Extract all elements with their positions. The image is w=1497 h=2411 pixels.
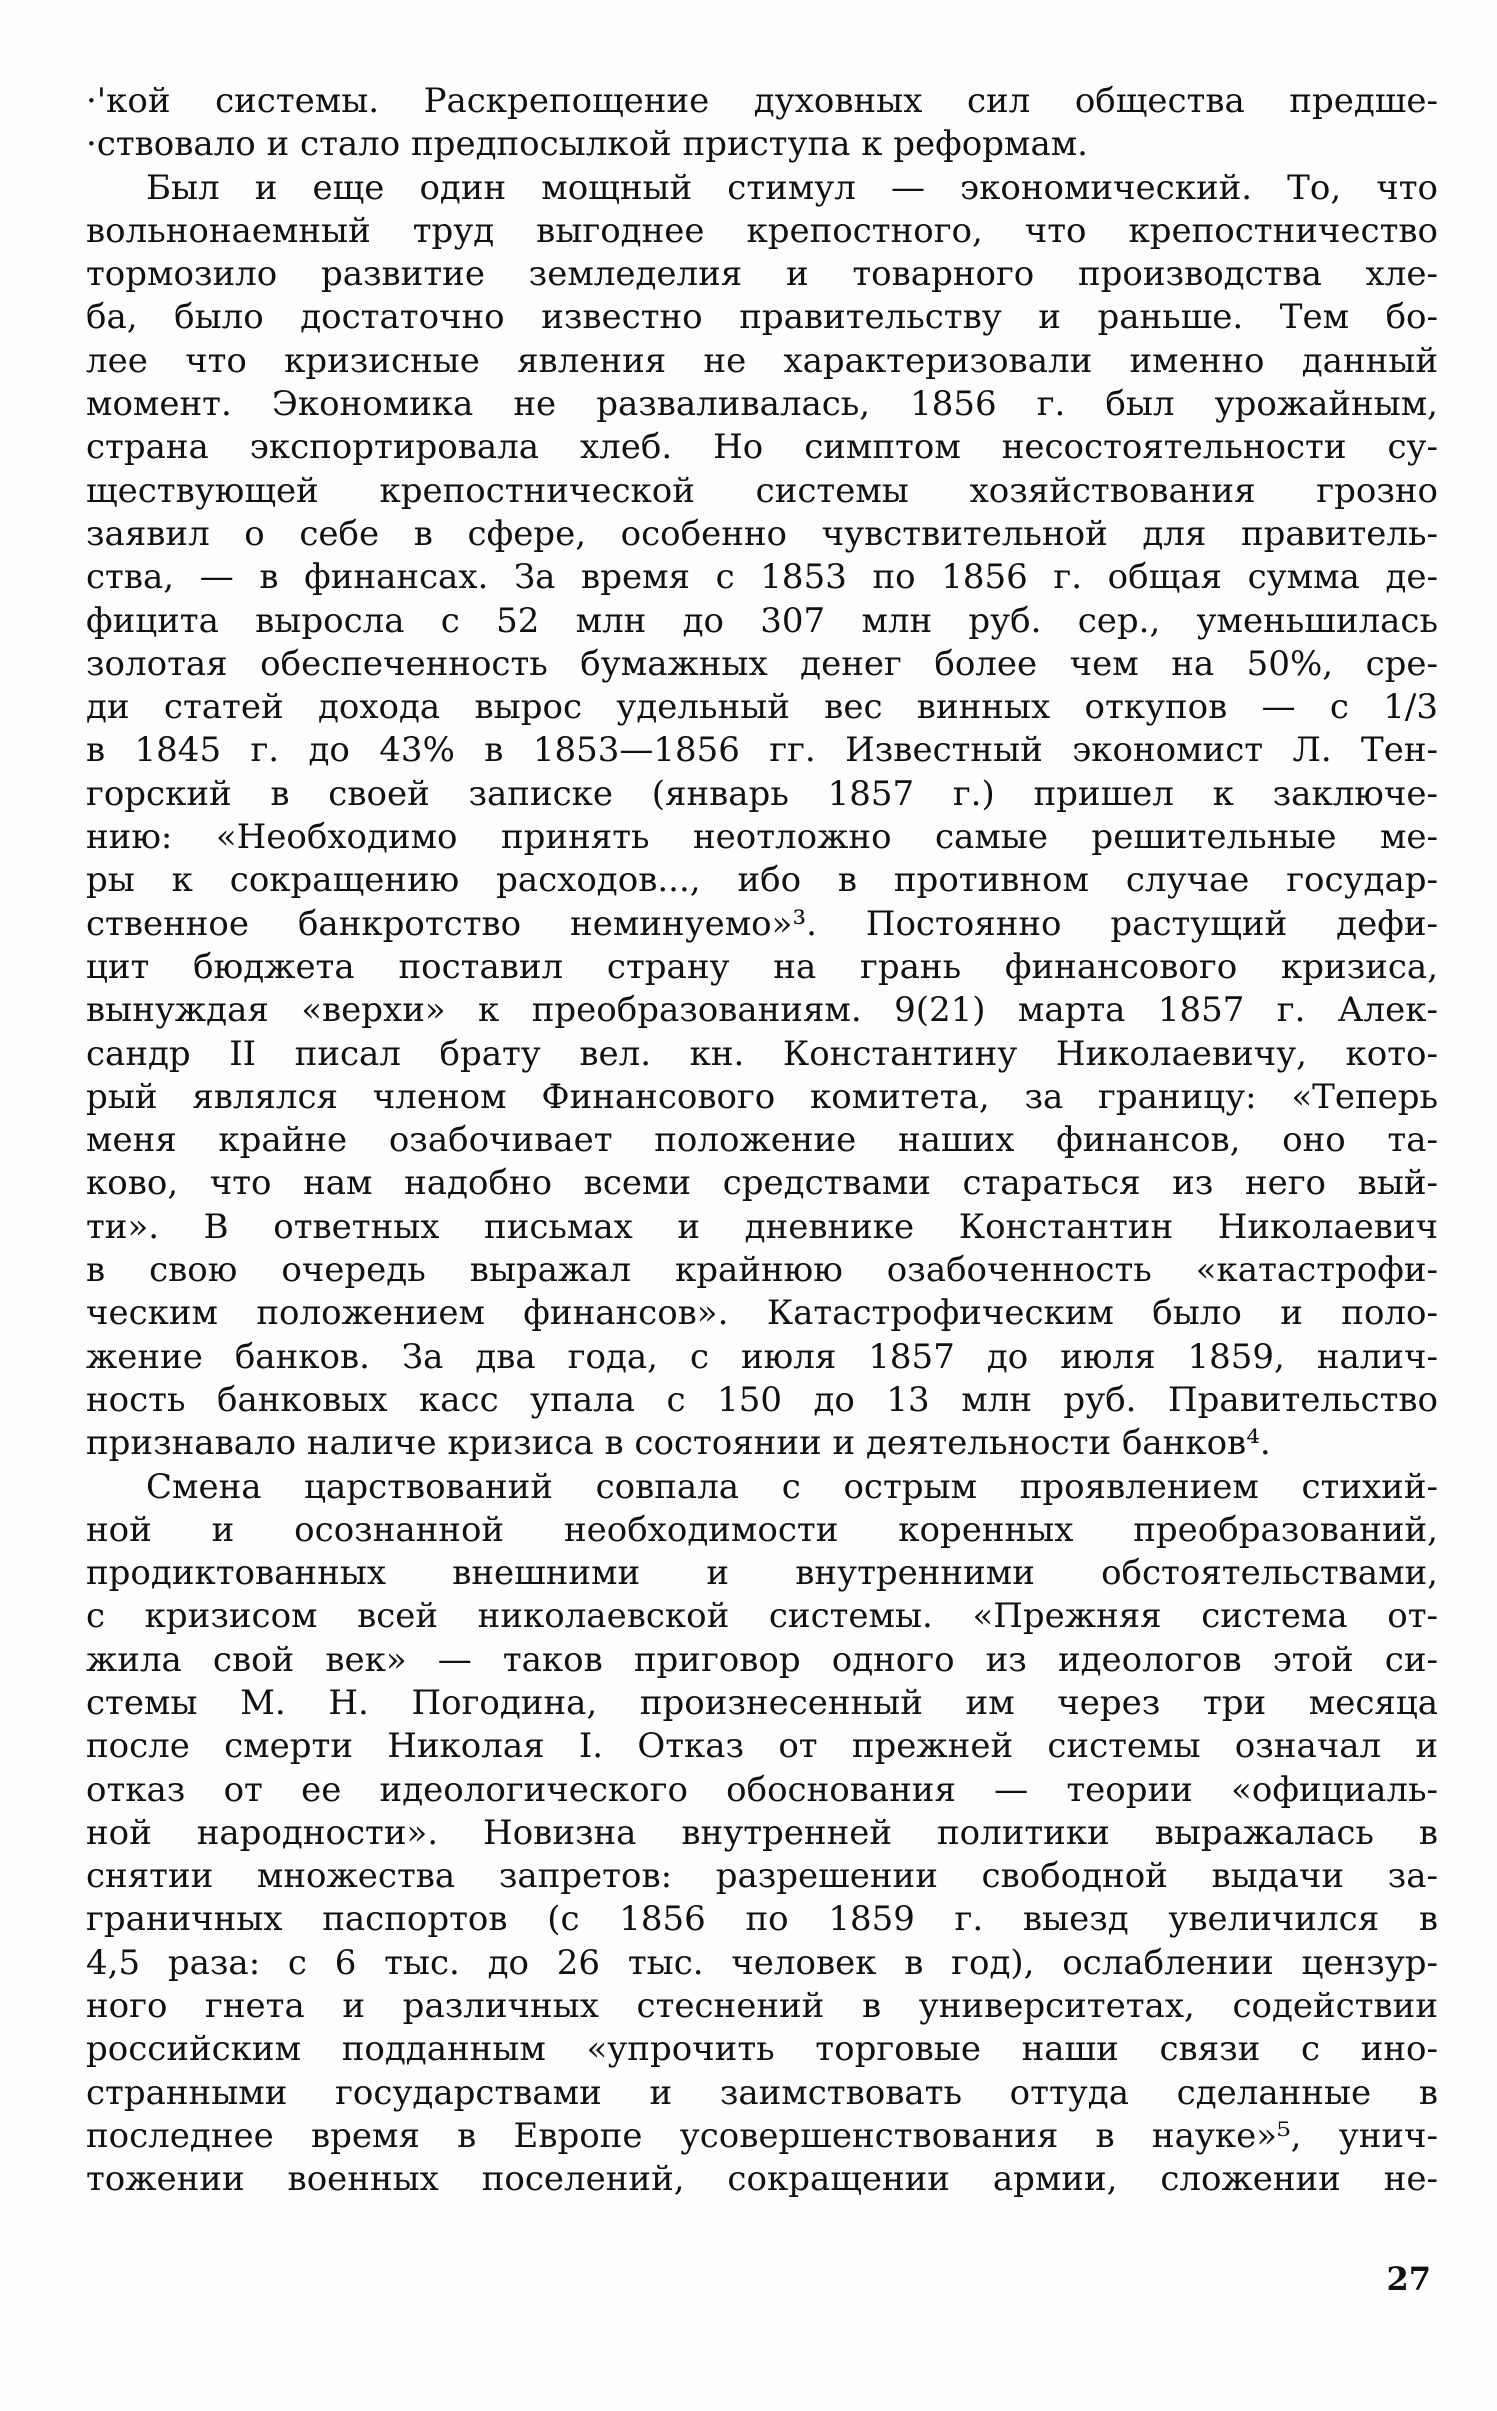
text-line: странными государствами и заимствовать оттуда сделанные в <box>86 2072 1438 2113</box>
text-line: отказ от ее идеологического обоснования — теории «официаль- <box>86 1769 1438 1810</box>
text-line: жение банков. За два года, с июля 1857 до июля 1859, налич- <box>86 1336 1438 1377</box>
text-line: с кризисом всей николаевской системы. «Прежняя система от- <box>86 1596 1438 1637</box>
text-line: рый являлся членом Финансового комитета, за границу: «Теперь <box>86 1076 1438 1117</box>
text-line: нию: «Необходимо принять неотложно самые решительные ме- <box>86 817 1438 858</box>
text-line: заявил о себе в сфере, особенно чувствительной для правитель- <box>86 513 1438 554</box>
text-line: ·ствовало и стало предпосылкой приступа к реформам. <box>86 124 1088 165</box>
text-line: цит бюджета поставил страну на грань финансового кризиса, <box>86 946 1438 987</box>
text-line: стемы М. Н. Погодина, произнесенный им через три месяца <box>86 1682 1438 1723</box>
text-line: ной народности». Новизна внутренней политики выражалась в <box>86 1812 1438 1853</box>
text-line: ково, что нам надобно всеми средствами стараться из него вый- <box>86 1163 1438 1204</box>
text-line: последнее время в Европе усовершенствования в науке»⁵, унич- <box>86 2115 1438 2156</box>
text-line: сандр II писал брату вел. кн. Константину Николаевичу, кото- <box>86 1033 1438 1074</box>
text-line: продиктованных внешними и внутренними обстоятельствами, <box>86 1553 1438 1594</box>
text-line: ди статей дохода вырос удельный вес винных откупов — с 1/3 <box>86 687 1438 728</box>
text-line: 4,5 раза: с 6 тыс. до 26 тыс. человек в год), ослаблении цензур- <box>86 1942 1438 1983</box>
text-line: вольнонаемный труд выгоднее крепостного, что крепостничество <box>86 210 1438 251</box>
text-line: ба, было достаточно известно правительству и раньше. Тем бо- <box>86 297 1438 338</box>
text-line: жила свой век» — таков приговор одного из идеологов этой си- <box>86 1639 1438 1680</box>
text-line: в свою очередь выражал крайнюю озабоченность «катастрофи- <box>86 1250 1438 1291</box>
text-line: после смерти Николая I. Отказ от прежней системы означал и <box>86 1726 1438 1767</box>
text-line: ры к сокращению расходов..., ибо в противном случае государ- <box>86 860 1438 901</box>
text-line: ти». В ответных письмах и дневнике Константин Николаевич <box>86 1206 1438 1247</box>
text-line: момент. Экономика не разваливалась, 1856 г. был урожайным, <box>86 384 1438 425</box>
text-line: тормозило развитие земледелия и товарного производства хле- <box>86 254 1438 295</box>
text-line: ственное банкротство неминуемо»³. Постоянно растущий дефи- <box>86 903 1438 944</box>
text-line: Смена царствований совпала с острым проявлением стихий- <box>146 1466 1438 1507</box>
text-line: ства, — в финансах. За время с 1853 по 1856 г. общая сумма де- <box>86 557 1438 598</box>
text-line: меня крайне озабочивает положение наших финансов, оно та- <box>86 1120 1438 1161</box>
text-line: страна экспортировала хлеб. Но симптом несостоятельности су- <box>86 427 1438 468</box>
text-line: в 1845 г. до 43% в 1853—1856 гг. Известный экономист Л. Тен- <box>86 730 1438 771</box>
text-line: граничных паспортов (с 1856 по 1859 г. выезд увеличился в <box>86 1899 1438 1940</box>
text-line: фицита выросла с 52 млн до 307 млн руб. сер., уменьшилась <box>86 600 1438 641</box>
text-line: признавало наличе кризиса в состоянии и деятельности банков⁴. <box>86 1423 1271 1464</box>
text-line: ществующей крепостнической системы хозяйствования грозно <box>86 470 1438 511</box>
text-line: российским подданным «упрочить торговые наши связи с ино- <box>86 2029 1438 2070</box>
text-line: горский в своей записке (январь 1857 г.) пришел к заключе- <box>86 773 1438 814</box>
text-line: тожении военных поселений, сокращении армии, сложении не- <box>86 2159 1438 2200</box>
text-line: ного гнета и различных стеснений в университетах, содействии <box>86 1986 1438 2027</box>
text-line: золотая обеспеченность бумажных денег более чем на 50%, сре- <box>86 643 1438 684</box>
page-number: 27 <box>1386 2260 1431 2298</box>
text-line: Был и еще один мощный стимул — экономический. То, что <box>146 167 1438 208</box>
text-line: ной и осознанной необходимости коренных преобразований, <box>86 1509 1438 1550</box>
text-line: ческим положением финансов». Катастрофическим было и поло- <box>86 1293 1438 1334</box>
text-line: лее что кризисные явления не характеризовали именно данный <box>86 340 1438 381</box>
text-line: ность банковых касс упала с 150 до 13 млн руб. Правительство <box>86 1379 1438 1420</box>
text-line: вынуждая «верхи» к преобразованиям. 9(21) марта 1857 г. Алек- <box>86 990 1438 1031</box>
text-line: ·'кой системы. Раскрепощение духовных сил общества предше- <box>86 81 1438 121</box>
text-line: снятии множества запретов: разрешении свободной выдачи за- <box>86 1856 1438 1897</box>
body-text <box>86 80 1438 2202</box>
